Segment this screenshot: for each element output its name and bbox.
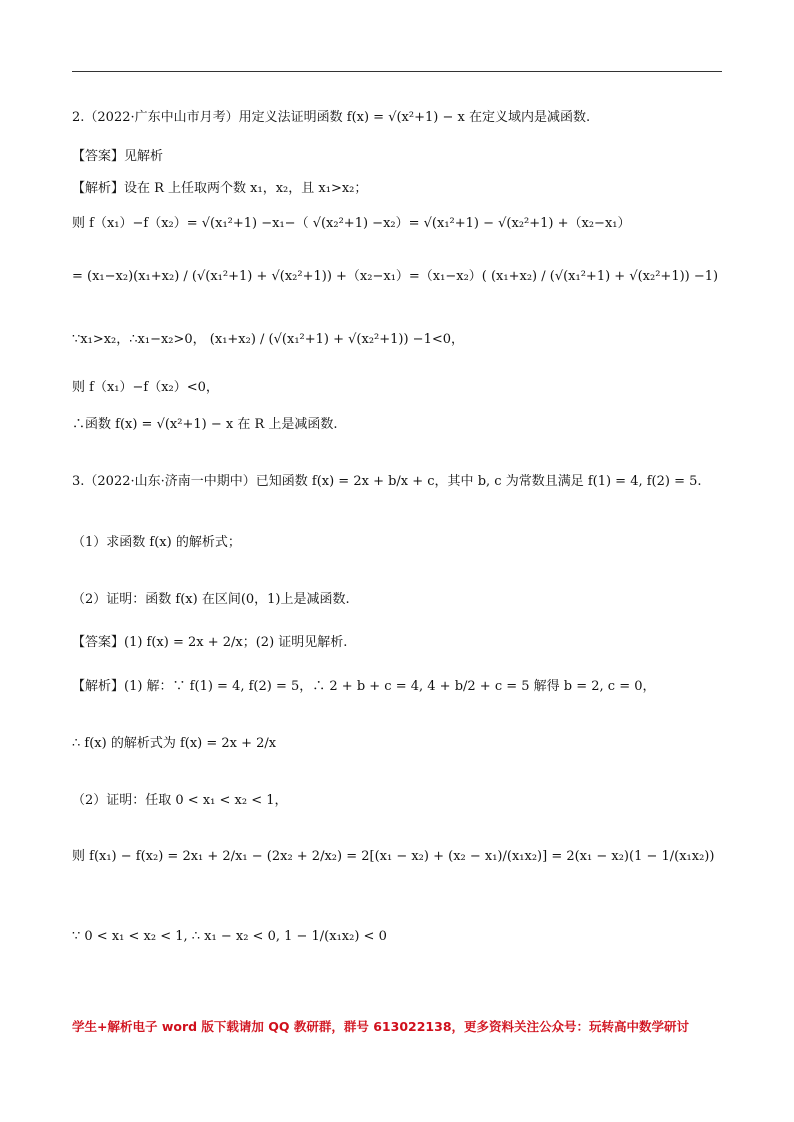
- solution-3-expression: ∴ f(x) 的解析式为 f(x) = 2x + 2/x: [72, 736, 277, 751]
- solution-3-part-2-step-1: 则 f(x₁) − f(x₂) = 2x₁ + 2/x₁ − (2x₂ + 2/x₂) = 2[(x₁ − x₂) + (x₂ − x₁)/(x₁x₂)] = 2(x₁ − x₂)(1 − 1/(x₁x₂)): [72, 849, 715, 864]
- solution-2-step-2: = (x₁−x₂)(x₁+x₂) / (√(x₁²+1) + √(x₂²+1)) +（x₂−x₁）=（x₁−x₂）( (x₁+x₂) / (√(x₁²+1) + √(x₂²+1)) −1): [72, 269, 719, 284]
- solution-2-intro: 【解析】设在 R 上任取两个数 x₁，x₂，且 x₁>x₂；: [72, 181, 368, 196]
- answer-2: 【答案】见解析: [72, 149, 164, 164]
- solution-2-step-4: 则 f（x₁）−f（x₂）<0，: [72, 380, 219, 395]
- solution-2-step-3: ∵x₁>x₂，∴x₁−x₂>0， (x₁+x₂) / (√(x₁²+1) + √(x₂²+1)) −1<0，: [72, 332, 465, 347]
- problem-3-part-1: （1）求函数 f(x) 的解析式；: [72, 535, 241, 550]
- problem-3-part-2: （2）证明：函数 f(x) 在区间(0，1)上是减函数.: [72, 592, 350, 607]
- solution-3-part-1: 【解析】(1) 解：∵ f(1) = 4, f(2) = 5，∴ 2 + b + c = 4, 4 + b/2 + c = 5 解得 b = 2, c = 0，: [72, 679, 656, 694]
- problem-2-statement: 2.（2022·广东中山市月考）用定义法证明函数 f(x) = √(x²+1) − x 在定义域内是减函数.: [72, 110, 591, 125]
- solution-3-part-2-step-2: ∵ 0 < x₁ < x₂ < 1, ∴ x₁ − x₂ < 0, 1 − 1/(x₁x₂) < 0: [72, 929, 387, 944]
- solution-2-step-1: 则 f（x₁）−f（x₂）= √(x₁²+1) −x₁−（ √(x₂²+1) −x₂）= √(x₁²+1) − √(x₂²+1) +（x₂−x₁）: [72, 216, 631, 231]
- solution-3-part-2-intro: （2）证明：任取 0 < x₁ < x₂ < 1，: [72, 793, 288, 808]
- solution-2-conclusion: ∴函数 f(x) = √(x²+1) − x 在 R 上是减函数.: [72, 417, 338, 432]
- header-rule: [72, 71, 722, 72]
- answer-3: 【答案】(1) f(x) = 2x + 2/x；(2) 证明见解析.: [72, 635, 348, 650]
- footer-notice: 学生+解析电子 word 版下载请加 QQ 教研群，群号 613022138，更多资料关注公众号：玩转高中数学研讨: [72, 1019, 690, 1034]
- problem-3-statement: 3.（2022·山东·济南一中期中）已知函数 f(x) = 2x + b/x + c，其中 b, c 为常数且满足 f(1) = 4, f(2) = 5.: [72, 474, 702, 489]
